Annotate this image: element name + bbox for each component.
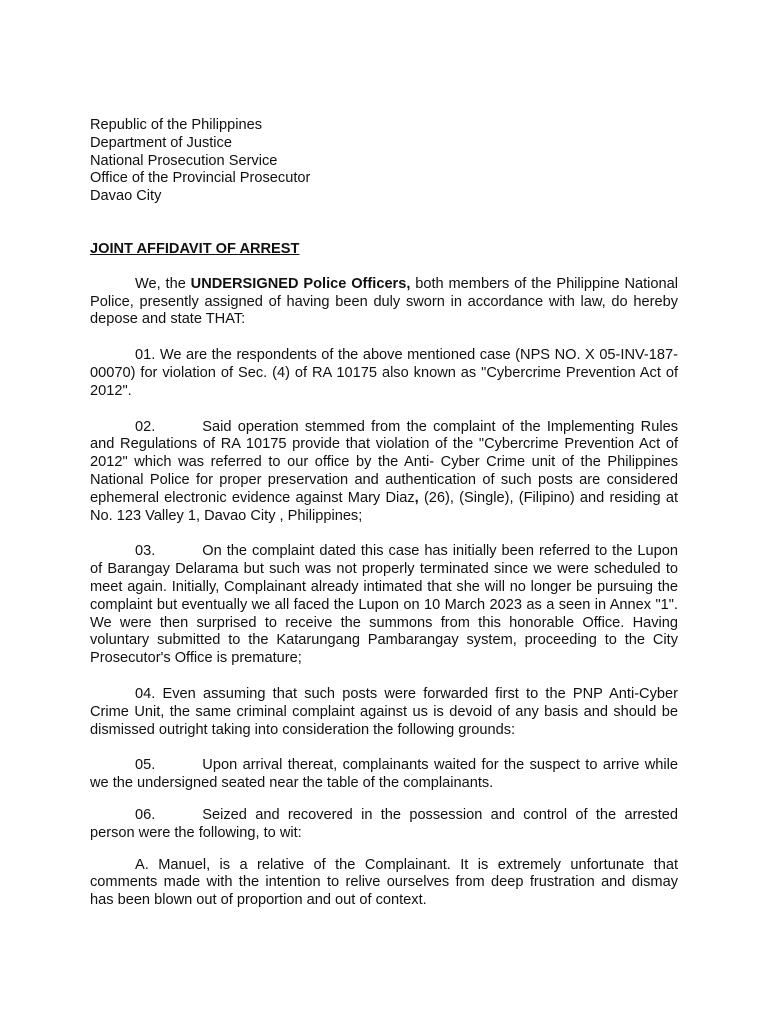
paragraph-06	[90, 807, 678, 843]
header-line-prosecution-service: National Prosecution Service	[90, 152, 278, 169]
paragraph-01	[90, 347, 678, 400]
paragraph-02	[90, 419, 678, 526]
intro-paragraph	[90, 276, 678, 329]
paragraph-03	[90, 543, 678, 668]
paragraph-03-text: On the complaint dated this case has initially been referred to the Lupon of Barangay Delarama but such was not properly terminated since we were scheduled to meet again. Initially, Complainant already intimated that she will no longer be pursuing the complaint but eventually we all faced the Lupon on 10 March 2023 as a seen in Annex "1". We were then surprised to receive the summons from this honorable Office. Having voluntary submitted to the Katarungang Pambarangay system, proceeding to the City Prosecutor's Office is premature;	[90, 543, 678, 667]
paragraph-05-text: Upon arrival thereat, complainants waited for the suspect to arrive while we the undersigned seated near the table of the complainants.	[90, 757, 678, 792]
header-line-department: Department of Justice	[90, 134, 232, 151]
intro-bold-text: UNDERSIGNED Police Officers,	[190, 275, 411, 292]
paragraph-02-text-1: Said operation stemmed from the complaint of the Implementing Rules and Regulations of RA 10175 provide that violation of the "Cybercrime Prevention Act of 2012" which was referred to our office by the Anti- Cyber Crime unit of the Philippines National Police for proper preservation and authentication of such posts are considered ephemeral electronic evidence against Mary Diaz	[90, 418, 678, 506]
affidavit-document	[90, 117, 678, 910]
paragraph-06-number: 06.	[135, 806, 156, 823]
paragraph-a	[90, 857, 678, 910]
paragraph-02-text-2: (26), (Single), (Filipino) and residing at No. 123 Valley 1, Davao City , Philippines;	[90, 489, 678, 524]
paragraph-01-text: We are the respondents of the above mentioned case (NPS NO. X 05-INV-187-00070) for violation of Sec. (4) of RA 10175 also known as "Cybercrime Prevention Act of 2012".	[90, 347, 678, 399]
header-line-city: Davao City	[90, 188, 162, 205]
paragraph-05	[90, 757, 678, 793]
intro-text-before: We, the	[135, 275, 191, 292]
paragraph-02-bold-comma: ,	[414, 489, 419, 506]
header-line-prosecutor-office: Office of the Provincial Prosecutor	[90, 170, 311, 187]
paragraph-04-text: Even assuming that such posts were forwarded first to the PNP Anti-Cyber Crime Unit, the same criminal complaint against us is devoid of any basis and should be dismissed outright taking into consideration the following grounds:	[90, 685, 678, 738]
document-header	[90, 117, 678, 206]
intro-text-after: both members of the Philippine National Police, presently assigned of having been duly sworn in accordance with law, do hereby depose and state THAT:	[90, 275, 679, 328]
header-line-republic: Republic of the Philippines	[90, 117, 262, 133]
paragraph-04	[90, 686, 678, 739]
paragraph-a-text: A. Manuel, is a relative of the Complainant. It is extremely unfortunate that comments made with the intention to relive ourselves from deep frustration and dismay has been blown out of proportion and out of context.	[90, 856, 678, 909]
paragraph-01-number: 01.	[135, 347, 156, 364]
paragraph-02-number: 02.	[135, 418, 156, 435]
paragraph-05-number: 05.	[135, 757, 156, 774]
paragraph-03-number: 03.	[135, 543, 156, 560]
document-title: JOINT AFFIDAVIT OF ARREST	[90, 240, 300, 257]
paragraph-06-text: Seized and recovered in the possession and control of the arrested person were the following, to wit:	[90, 806, 678, 841]
paragraph-04-number: 04.	[135, 685, 156, 702]
